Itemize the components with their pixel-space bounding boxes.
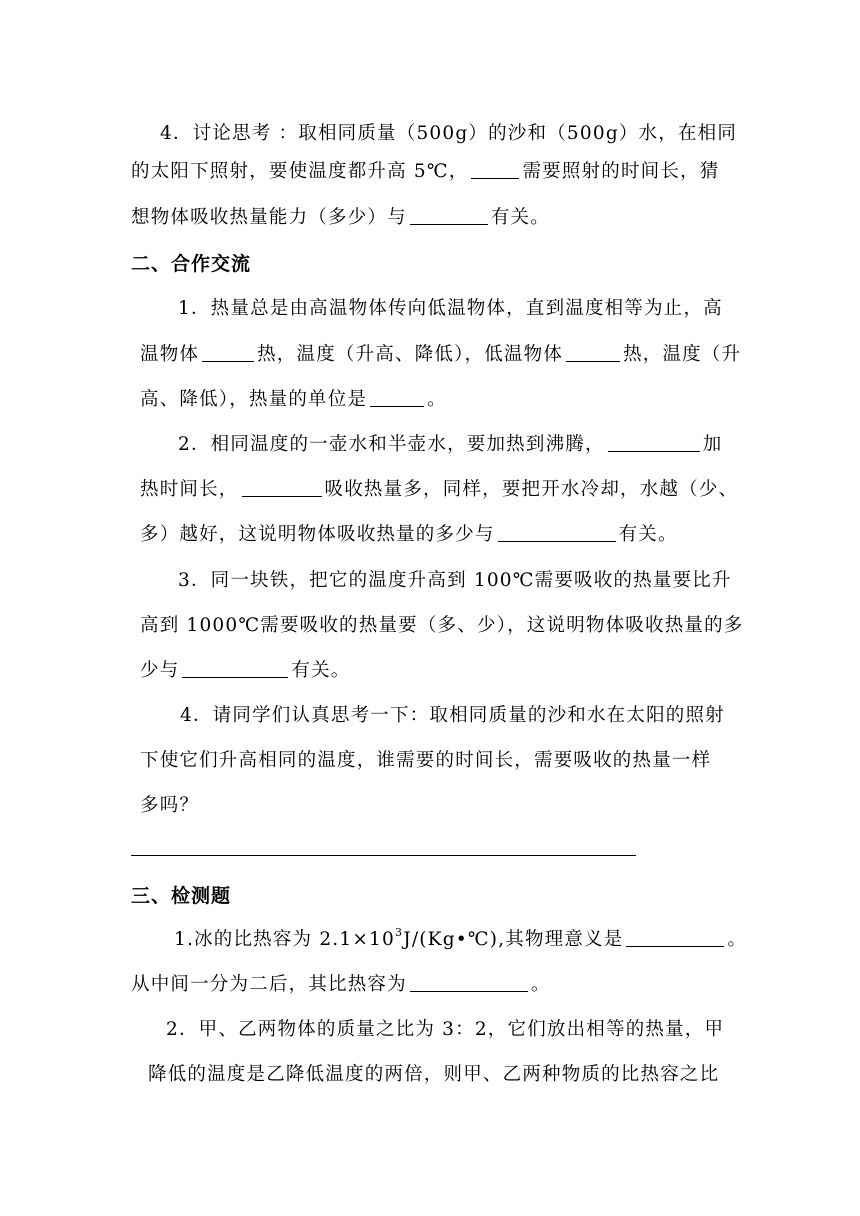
paragraph-line [140, 523, 678, 547]
text: 4．讨论思考 ：取相同质量（500g）的沙和（500g）水，在相同 [160, 123, 738, 144]
fill-blank[interactable] [566, 343, 620, 362]
text: 的太阳下照射，要使温度都升高 5℃， [131, 161, 469, 182]
paragraph-line [131, 160, 719, 184]
text: 高到 1000℃需要吸收的热量要（多、少），这说明物体吸收热量的多 [140, 615, 744, 636]
section-heading: 三、检测题 [131, 885, 232, 907]
superscript: 3 [395, 926, 404, 939]
text: 。 [530, 974, 551, 995]
text: 2．相同温度的一壶水和半壶水，要加热到沸腾， [178, 434, 605, 455]
fill-blank[interactable] [608, 433, 700, 452]
text: 有关。 [618, 524, 678, 545]
text: 2．甲、乙两物体的质量之比为 3：2，它们放出相等的热量，甲 [166, 1019, 725, 1040]
text: 1.冰的比热容为 2.1×10 [174, 929, 395, 950]
text: 4．请同学们认真思考一下：取相同质量的沙和水在太阳的照射 [180, 705, 725, 726]
answer-line[interactable] [131, 855, 636, 856]
text: 1．热量总是由高温物体传向低温物体，直到温度相等为止，高 [178, 298, 723, 319]
fill-blank[interactable] [242, 478, 322, 497]
paragraph-line [140, 794, 199, 818]
text: 需要照射的时间长，猜 [522, 161, 720, 182]
fill-blank[interactable] [626, 928, 724, 947]
text: 有关。 [291, 660, 351, 681]
text: J/(Kg•℃),其物理意义是 [403, 929, 624, 950]
text: 3．同一块铁，把它的温度升高到 100℃需要吸收的热量要比升 [178, 570, 732, 591]
paragraph-line [178, 569, 732, 593]
paragraph-line [131, 973, 551, 997]
paragraph-line [140, 659, 351, 683]
fill-blank[interactable] [471, 160, 519, 179]
fill-blank[interactable] [370, 388, 424, 407]
text: 。 [427, 389, 447, 410]
paragraph-line [160, 122, 737, 146]
fill-blank[interactable] [498, 523, 616, 542]
paragraph-line [131, 206, 550, 230]
text: 热时间长， [140, 479, 239, 500]
paragraph-line [174, 928, 747, 952]
text: 热，温度（升高、降低），低温物体 [257, 344, 564, 365]
fill-blank[interactable] [182, 659, 288, 678]
text: 少与 [140, 660, 180, 681]
text: 高、降低），热量的单位是 [140, 389, 368, 410]
paragraph-line [140, 343, 741, 367]
paragraph-line [180, 704, 725, 728]
paragraph-line [140, 614, 744, 638]
paragraph-line [148, 1063, 719, 1087]
paragraph-line [140, 388, 447, 412]
paragraph-line [140, 749, 711, 773]
paragraph-line [178, 297, 723, 321]
text: 想物体吸收热量能力（多少）与 [131, 207, 407, 228]
text: 。 [727, 929, 748, 950]
text: 有关。 [490, 207, 550, 228]
text: 热，温度（升 [623, 344, 742, 365]
fill-blank[interactable] [410, 206, 488, 225]
text: 吸收热量多，同样，要把开水冷却，水越（少、 [324, 479, 739, 500]
section-heading: 二、合作交流 [131, 253, 252, 275]
paragraph-line [140, 478, 738, 502]
text: 多吗？ [140, 795, 200, 816]
paragraph-line [166, 1018, 724, 1042]
fill-blank[interactable] [410, 973, 528, 992]
paragraph-line [178, 433, 722, 457]
text: 温物体 [140, 344, 200, 365]
fill-blank[interactable] [202, 343, 254, 362]
text: 多）越好，这说明物体吸收热量的多少与 [140, 524, 495, 545]
text: 降低的温度是乙降低温度的两倍，则甲、乙两种物质的比热容之比 [148, 1064, 720, 1085]
text: 加 [702, 434, 723, 455]
text: 下使它们升高相同的温度，谁需要的时间长，需要吸收的热量一样 [140, 750, 712, 771]
text: 从中间一分为二后，其比热容为 [131, 974, 407, 995]
